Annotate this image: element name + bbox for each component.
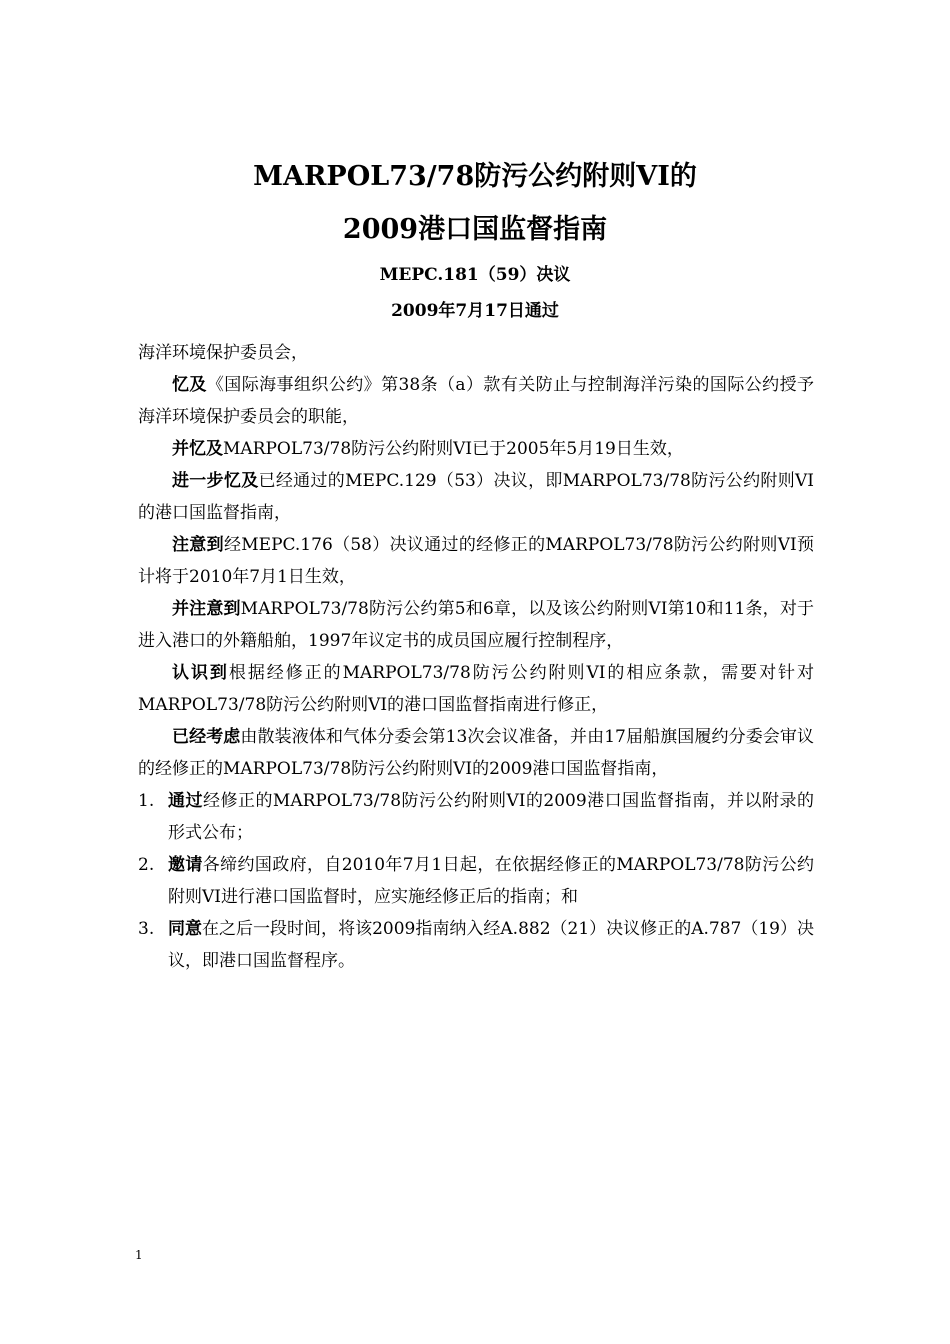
item-number: 2. bbox=[138, 855, 155, 875]
recital-keyword: 忆及 bbox=[172, 375, 207, 395]
recital-paragraph bbox=[138, 369, 814, 433]
recital-keyword: 并注意到 bbox=[172, 599, 241, 619]
recital-text: 已经通过的MEPC.129（53）决议，即MARPOL73/78防污公约附则VI的港口国监督指南， bbox=[138, 471, 814, 523]
document-title-line-1: MARPOL73/78防污公约附则VI的 bbox=[253, 161, 697, 192]
recital-keyword: 注意到 bbox=[172, 535, 224, 555]
recital-paragraph bbox=[138, 721, 814, 785]
page-number: 1 bbox=[135, 1248, 143, 1262]
adoption-date: 2009年7月17日通过 bbox=[391, 301, 559, 321]
resolution-number: MEPC.181（59）决议 bbox=[379, 265, 571, 285]
item-text: 经修正的MARPOL73/78防污公约附则VI的2009港口国监督指南，并以附录的形式公布； bbox=[168, 791, 815, 843]
recital-text: 由散装液体和气体分委会第13次会议准备，并由17届船旗国履约分委会审议的经修正的MARPOL73/78防污公约附则VI的2009港口国监督指南， bbox=[138, 727, 815, 779]
recital-text: MARPOL73/78防污公约第5和6章，以及该公约附则VI第10和11条，对于进入港口的外籍船舶，1997年议定书的成员国应履行控制程序， bbox=[138, 599, 815, 651]
recital-keyword: 已经考虑 bbox=[172, 727, 241, 747]
recital-text: MARPOL73/78防污公约附则VI已于2005年5月19日生效， bbox=[223, 439, 684, 459]
recital-keyword: 并忆及 bbox=[172, 439, 223, 459]
recital-text: 经MEPC.176（58）决议通过的经修正的MARPOL73/78防污公约附则VI预计将于2010年7月1日生效， bbox=[138, 535, 815, 587]
recital-paragraph bbox=[138, 529, 814, 593]
operative-item bbox=[138, 913, 814, 977]
recital-paragraph bbox=[138, 657, 814, 721]
recital-text: 《国际海事组织公约》第38条（a）款有关防止与控制海洋污染的国际公约授予海洋环境保护委员会的职能， bbox=[138, 375, 815, 427]
operative-list bbox=[138, 785, 814, 977]
recital-paragraph bbox=[138, 465, 814, 529]
recital-keyword: 进一步忆及 bbox=[172, 471, 259, 491]
recital-text: 根据经修正的MARPOL73/78防污公约附则VI的相应条款，需要对针对MARPOL73/78防污公约附则VI的港口国监督指南进行修正， bbox=[138, 663, 814, 715]
recital-keyword: 认识到 bbox=[172, 663, 229, 683]
operative-item bbox=[138, 785, 814, 849]
item-keyword: 通过 bbox=[168, 791, 203, 811]
item-text: 各缔约国政府，自2010年7月1日起，在依据经修正的MARPOL73/78防污公约附则VI进行港口国监督时，应实施经修正后的指南；和 bbox=[168, 855, 814, 907]
recital-paragraph bbox=[138, 593, 814, 657]
operative-item bbox=[138, 849, 814, 913]
document-title-line-2: 2009港口国监督指南 bbox=[342, 214, 608, 245]
document-body bbox=[138, 337, 814, 977]
recital-paragraph bbox=[138, 433, 814, 465]
item-number: 1. bbox=[138, 791, 155, 811]
item-keyword: 邀请 bbox=[168, 855, 203, 875]
item-keyword: 同意 bbox=[168, 919, 203, 939]
item-number: 3. bbox=[138, 919, 155, 939]
item-text: 在之后一段时间，将该2009指南纳入经A.882（21）决议修正的A.787（19）决议，即港口国监督程序。 bbox=[168, 919, 814, 971]
opening-line: 海洋环境保护委员会， bbox=[138, 343, 308, 363]
